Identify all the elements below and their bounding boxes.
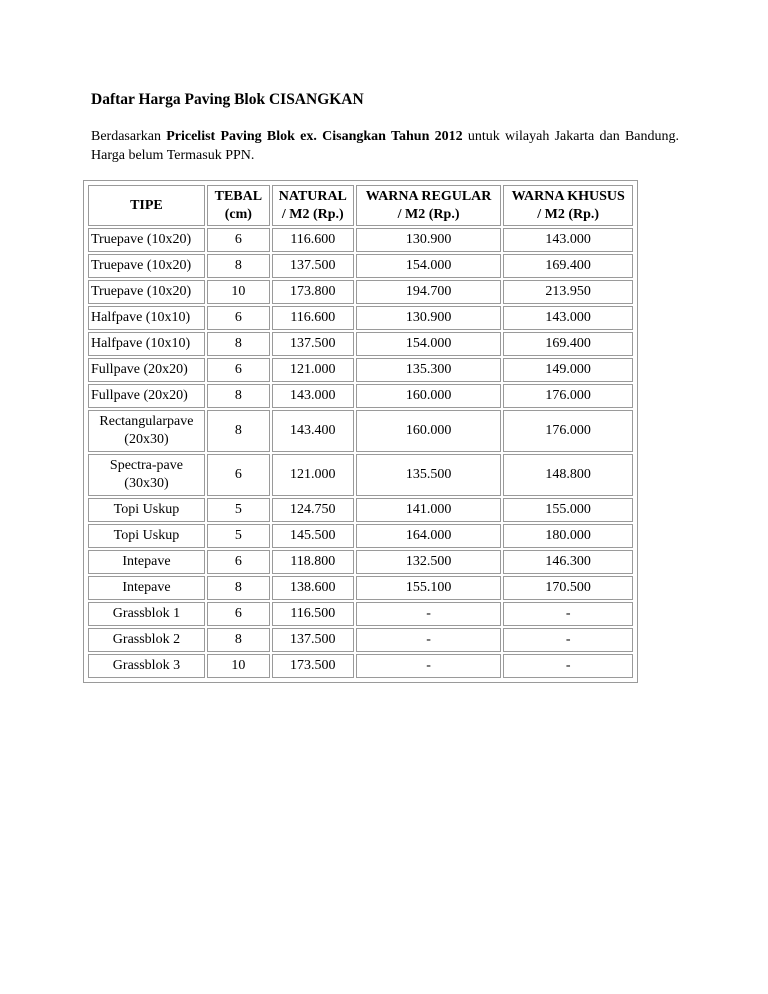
header-tebal: TEBAL (cm) (207, 185, 270, 226)
table-cell-tebal: 8 (207, 410, 270, 452)
table-cell-tebal: 8 (207, 628, 270, 652)
header-tipe: TIPE (88, 185, 205, 226)
table-cell-khusus: 155.000 (503, 498, 633, 522)
table-header-row (88, 185, 633, 226)
table-cell-tipe: Grassblok 2 (88, 628, 205, 652)
table-cell-khusus: 176.000 (503, 410, 633, 452)
table-cell-natural: 121.000 (272, 454, 354, 496)
table-cell-tipe: Fullpave (20x20) (88, 384, 205, 408)
table-cell-natural: 173.500 (272, 654, 354, 678)
table-cell-tebal: 6 (207, 306, 270, 330)
table-cell-regular: - (356, 628, 502, 652)
table-cell-tipe: Fullpave (20x20) (88, 358, 205, 382)
table-cell-regular: 130.900 (356, 228, 502, 252)
table-cell-natural: 137.500 (272, 332, 354, 356)
table-cell-tebal: 6 (207, 358, 270, 382)
table-row (88, 358, 633, 382)
table-cell-tipe: Truepave (10x20) (88, 254, 205, 278)
table-cell-regular: 160.000 (356, 410, 502, 452)
table-row (88, 524, 633, 548)
intro-paragraph (91, 127, 679, 165)
table-cell-natural: 143.400 (272, 410, 354, 452)
table-cell-tipe: Intepave (88, 550, 205, 574)
table-cell-regular: - (356, 654, 502, 678)
table-cell-regular: 160.000 (356, 384, 502, 408)
table-cell-tebal: 5 (207, 498, 270, 522)
table-cell-natural: 116.600 (272, 306, 354, 330)
intro-prefix: Berdasarkan (91, 129, 167, 144)
table-cell-tebal: 10 (207, 280, 270, 304)
table-cell-regular: 164.000 (356, 524, 502, 548)
table-cell-natural: 137.500 (272, 628, 354, 652)
table-cell-natural: 116.500 (272, 602, 354, 626)
table-row (88, 254, 633, 278)
table-cell-regular: 154.000 (356, 254, 502, 278)
table-cell-khusus: - (503, 628, 633, 652)
table-row (88, 602, 633, 626)
table-cell-tebal: 8 (207, 384, 270, 408)
table-cell-khusus: 146.300 (503, 550, 633, 574)
table-row (88, 332, 633, 356)
table-row (88, 454, 633, 496)
table-cell-tebal: 10 (207, 654, 270, 678)
table-row (88, 228, 633, 252)
table-cell-regular: 194.700 (356, 280, 502, 304)
table-cell-tipe: Spectra-pave (30x30) (88, 454, 205, 496)
table-cell-natural: 121.000 (272, 358, 354, 382)
table-cell-tebal: 5 (207, 524, 270, 548)
header-warna-regular: WARNA REGULAR / M2 (Rp.) (356, 185, 502, 226)
table-cell-khusus: 148.800 (503, 454, 633, 496)
table-cell-natural: 118.800 (272, 550, 354, 574)
table-cell-khusus: 170.500 (503, 576, 633, 600)
table-cell-tipe: Halfpave (10x10) (88, 306, 205, 330)
table-cell-regular: 154.000 (356, 332, 502, 356)
table-cell-tipe: Intepave (88, 576, 205, 600)
table-cell-natural: 143.000 (272, 384, 354, 408)
table-cell-tebal: 6 (207, 550, 270, 574)
table-row (88, 576, 633, 600)
table-cell-natural: 173.800 (272, 280, 354, 304)
table-cell-tipe: Grassblok 3 (88, 654, 205, 678)
intro-bold: Pricelist Paving Blok ex. Cisangkan Tahun 2012 (166, 129, 463, 144)
table-row (88, 410, 633, 452)
table-row (88, 280, 633, 304)
table-cell-tipe: Halfpave (10x10) (88, 332, 205, 356)
table-cell-khusus: - (503, 602, 633, 626)
table-cell-tebal: 8 (207, 332, 270, 356)
table-cell-regular: - (356, 602, 502, 626)
table-cell-regular: 130.900 (356, 306, 502, 330)
price-table (86, 183, 635, 680)
header-natural: NATURAL / M2 (Rp.) (272, 185, 354, 226)
table-cell-khusus: - (503, 654, 633, 678)
table-cell-tipe: Grassblok 1 (88, 602, 205, 626)
table-cell-tebal: 8 (207, 254, 270, 278)
table-cell-tipe: Topi Uskup (88, 524, 205, 548)
table-cell-natural: 137.500 (272, 254, 354, 278)
table-cell-khusus: 143.000 (503, 306, 633, 330)
table-cell-tipe: Truepave (10x20) (88, 228, 205, 252)
intro-suffix: untuk wilayah Jakarta dan Bandung. Harga belum Termasuk PPN. (91, 129, 679, 163)
table-cell-natural: 116.600 (272, 228, 354, 252)
table-cell-tebal: 6 (207, 602, 270, 626)
table-cell-khusus: 169.400 (503, 254, 633, 278)
table-cell-tebal: 6 (207, 228, 270, 252)
table-cell-tipe: Truepave (10x20) (88, 280, 205, 304)
table-cell-tebal: 8 (207, 576, 270, 600)
table-cell-tebal: 6 (207, 454, 270, 496)
table-cell-khusus: 180.000 (503, 524, 633, 548)
table-cell-khusus: 213.950 (503, 280, 633, 304)
table-cell-regular: 135.500 (356, 454, 502, 496)
table-cell-khusus: 149.000 (503, 358, 633, 382)
table-body (88, 228, 633, 678)
table-cell-regular: 132.500 (356, 550, 502, 574)
table-cell-khusus: 143.000 (503, 228, 633, 252)
price-table-frame (83, 180, 638, 683)
table-cell-regular: 135.300 (356, 358, 502, 382)
table-row (88, 654, 633, 678)
table-cell-regular: 141.000 (356, 498, 502, 522)
table-row (88, 628, 633, 652)
table-cell-tipe: Topi Uskup (88, 498, 205, 522)
table-cell-khusus: 169.400 (503, 332, 633, 356)
table-cell-tipe: Rectangularpave (20x30) (88, 410, 205, 452)
table-cell-natural: 124.750 (272, 498, 354, 522)
table-cell-natural: 145.500 (272, 524, 354, 548)
table-row (88, 306, 633, 330)
table-row (88, 498, 633, 522)
document-title: Daftar Harga Paving Blok CISANGKAN (91, 91, 364, 108)
table-cell-natural: 138.600 (272, 576, 354, 600)
table-cell-khusus: 176.000 (503, 384, 633, 408)
table-row (88, 550, 633, 574)
table-cell-regular: 155.100 (356, 576, 502, 600)
table-row (88, 384, 633, 408)
header-warna-khusus: WARNA KHUSUS / M2 (Rp.) (503, 185, 633, 226)
